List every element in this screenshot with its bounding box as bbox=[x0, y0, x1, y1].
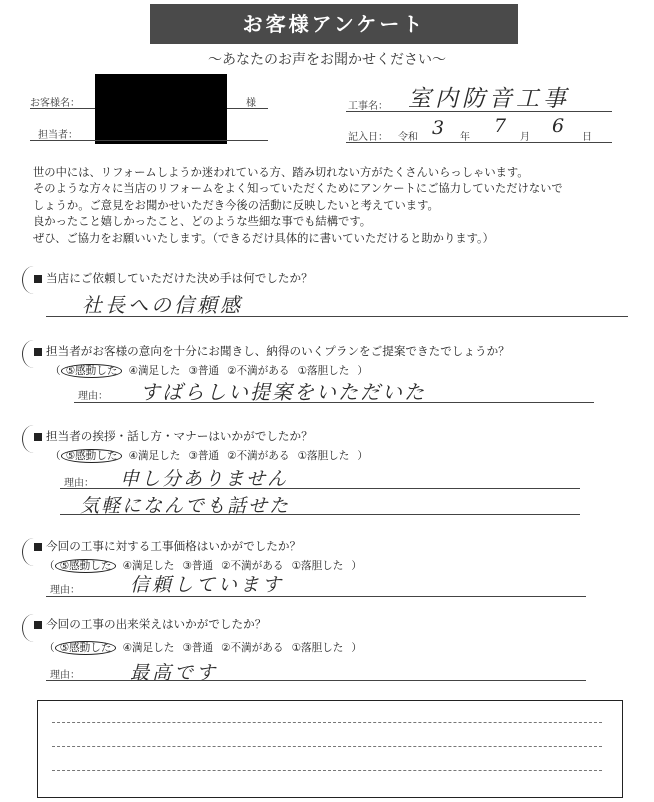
date-day: 6 bbox=[552, 115, 565, 137]
customer-suffix: 様 bbox=[246, 98, 256, 109]
option-4: ④満足した bbox=[128, 450, 181, 462]
answer-underline bbox=[46, 316, 628, 317]
date-year-unit: 年 bbox=[460, 132, 470, 143]
reason-label: 理由： bbox=[64, 478, 94, 489]
option-bracket-close: ） bbox=[351, 642, 362, 654]
option-2: ②不満がある bbox=[227, 450, 290, 462]
question-bullet bbox=[34, 621, 42, 629]
comment-line bbox=[52, 746, 602, 747]
option-bracket-close: ） bbox=[357, 450, 368, 462]
question-3-options bbox=[50, 448, 368, 463]
option-1: ①落胆した bbox=[297, 450, 350, 462]
question-2-reason: すばらしい提案をいただいた bbox=[140, 380, 426, 404]
option-3: ③普通 bbox=[188, 450, 220, 462]
option-5-selected: ⑤感動した bbox=[55, 559, 117, 573]
question-bullet bbox=[34, 275, 42, 283]
question-3-reason-line2: 気軽になんでも話せた bbox=[80, 495, 291, 517]
reason-underline bbox=[60, 514, 580, 515]
intro-line: しょうか。ご意見をお聞かせいただき今後の活動に反映したいと考えています。 bbox=[33, 198, 439, 212]
work-underline bbox=[346, 111, 612, 112]
date-day-unit: 日 bbox=[582, 132, 592, 143]
intro-line: 良かったこと嬉しかったこと、どのような些細な事でも結構です。 bbox=[33, 215, 372, 229]
option-1: ①落胆した bbox=[291, 642, 344, 654]
question-1-text: 当店にご依頼していただけた決め手は何でしたか？ bbox=[46, 271, 313, 285]
option-5-selected: ⑤感動した bbox=[55, 641, 117, 655]
question-3-text: 担当者の挨拶・話し方・マナーはいかがでしたか？ bbox=[46, 429, 313, 443]
reason-underline bbox=[74, 402, 594, 403]
work-label: 工事名： bbox=[348, 101, 388, 112]
date-month-unit: 月 bbox=[520, 132, 530, 143]
intro-line: 世の中には、リフォームしようか迷われている方、踏み切れない方がたくさんいらっしゃいます。 bbox=[33, 166, 529, 179]
staff-label: 担当者： bbox=[38, 130, 78, 141]
option-5-selected: ⑤感動した bbox=[61, 449, 123, 463]
option-2: ②不満がある bbox=[221, 642, 284, 654]
reason-underline bbox=[46, 596, 586, 597]
option-bracket-close: ） bbox=[351, 560, 362, 572]
option-3: ③普通 bbox=[182, 642, 214, 654]
option-4: ④満足した bbox=[128, 365, 181, 377]
question-1-answer: 社長への信頼感 bbox=[82, 293, 243, 317]
question-bullet bbox=[34, 433, 42, 441]
reason-label: 理由： bbox=[78, 391, 108, 402]
date-month: 7 bbox=[494, 115, 507, 137]
comment-line bbox=[52, 770, 602, 771]
option-2: ②不満がある bbox=[221, 560, 284, 572]
question-bullet bbox=[34, 543, 42, 551]
option-3: ③普通 bbox=[188, 365, 220, 377]
reason-label: 理由： bbox=[50, 585, 80, 596]
reason-underline bbox=[46, 680, 586, 681]
question-5-text: 今回の工事の出来栄えはいかがでしたか？ bbox=[46, 617, 267, 631]
page-subtitle: 〜あなたのお声をお聞かせください〜 bbox=[208, 52, 446, 68]
option-bracket-open: （ bbox=[44, 560, 55, 572]
intro-paragraph bbox=[33, 165, 633, 247]
intro-line: ぜひ、ご協力をお願いいたします。（できるだけ具体的に書いていただけると助かります。） bbox=[33, 231, 494, 245]
comment-line bbox=[52, 722, 602, 723]
option-1: ①落胆した bbox=[291, 560, 344, 572]
date-label: 記入日： bbox=[348, 132, 388, 143]
reason-underline bbox=[60, 488, 580, 489]
option-bracket-open: （ bbox=[50, 450, 61, 462]
question-4-text: 今回の工事に対する工事価格はいかがでしたか？ bbox=[46, 539, 302, 553]
redacted-name-block bbox=[95, 74, 227, 144]
option-2: ②不満がある bbox=[227, 365, 290, 377]
staff-underline bbox=[30, 140, 268, 141]
option-bracket-close: ） bbox=[357, 365, 368, 377]
date-underline bbox=[346, 142, 612, 143]
question-bullet bbox=[34, 348, 42, 356]
option-bracket-open: （ bbox=[44, 642, 55, 654]
question-3-reason: 申し分ありません bbox=[120, 468, 289, 490]
comment-box bbox=[37, 700, 623, 798]
question-5-options bbox=[44, 640, 362, 655]
option-4: ④満足した bbox=[122, 642, 175, 654]
work-name-handwritten: 室内防音工事 bbox=[408, 86, 570, 112]
date-year: 3 bbox=[432, 117, 445, 139]
customer-label: お客様名： bbox=[30, 98, 80, 109]
question-5-reason: 最高です bbox=[130, 662, 219, 684]
page-title: お客様アンケート bbox=[150, 4, 518, 44]
option-5-selected: ⑤感動した bbox=[61, 364, 123, 378]
option-4: ④満足した bbox=[122, 560, 175, 572]
option-bracket-open: （ bbox=[50, 365, 61, 377]
question-2-text: 担当者がお客様の意向を十分にお聞きし、納得のいくプランをご提案できたでしょうか？ bbox=[46, 344, 510, 358]
date-era: 令和 bbox=[398, 132, 418, 143]
intro-line: そのような方々に当店のリフォームをよく知っていただくためにアンケートにご協力していただけないで bbox=[33, 182, 563, 196]
reason-label: 理由： bbox=[50, 670, 80, 681]
option-1: ①落胆した bbox=[297, 365, 350, 377]
question-4-reason: 信頼しています bbox=[130, 574, 285, 596]
option-3: ③普通 bbox=[182, 560, 214, 572]
